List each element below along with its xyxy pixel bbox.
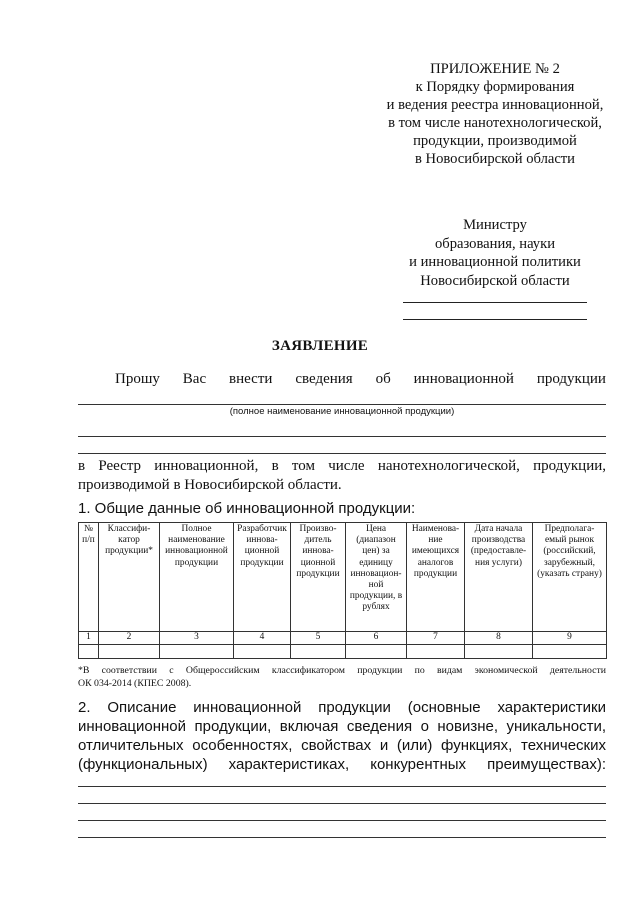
product-name-blank-line-2[interactable] [78, 436, 606, 437]
header-cell: Дата начала производства (предоставле-ния услуги) [465, 523, 533, 632]
table-cell[interactable] [465, 645, 533, 659]
column-number: 4 [234, 632, 291, 645]
addressee-block [392, 216, 598, 290]
footnote [78, 664, 606, 690]
appendix-line: продукции, производимой [413, 133, 577, 149]
table-cell[interactable] [79, 645, 99, 659]
table-cell[interactable] [160, 645, 234, 659]
appendix-line: к Порядку формирования [415, 79, 575, 95]
table-cell[interactable] [291, 645, 346, 659]
header-cell: Полное наименование инновационной продукции [160, 523, 234, 632]
section-2-line: инновационной продукции, включая сведения о новизне, уникальности, [78, 718, 606, 735]
description-blank-line-3[interactable] [78, 820, 606, 821]
applicant-blank-line-1[interactable] [403, 302, 587, 303]
registry-line: производимой в Новосибирской области. [78, 477, 342, 493]
addressee-line: и инновационной политики [409, 254, 581, 270]
footnote-line: *В соответствии с Общероссийским классификатором продукции по видам экономической деятельности [78, 665, 606, 676]
appendix-line: и ведения реестра инновационной, [386, 97, 604, 113]
registry-line: в Реестр инновационной, в том числе нанотехнологической, продукции, [78, 458, 606, 474]
request-word: Прошу [115, 371, 160, 387]
header-cell: Разработчик иннова-ционной продукции [234, 523, 291, 632]
request-line [78, 371, 606, 388]
section-2-line: отличительных особенностях, свойствах и (или) функциях, технических [78, 737, 606, 754]
addressee-line: Министру [463, 217, 527, 233]
header-cell: Предполага-емый рынок (российский, зарубежный, (указать страну) [533, 523, 607, 632]
request-word: инновационной [413, 371, 514, 387]
column-number: 8 [465, 632, 533, 645]
appendix-line: в Новосибирской области [414, 151, 575, 167]
column-number: 1 [79, 632, 99, 645]
section-2-paragraph [78, 698, 606, 774]
product-name-blank-line-1[interactable] [78, 404, 606, 405]
column-number: 9 [533, 632, 607, 645]
request-word: сведения [295, 371, 353, 387]
footnote-line: ОК 034-2014 (КПЕС 2008). [78, 678, 192, 689]
request-word: об [375, 371, 391, 387]
header-cell: Наименова-ние имеющихся аналогов продукции [407, 523, 465, 632]
section-2-line: 2. Описание инновационной продукции (основные характеристики [78, 699, 606, 716]
product-data-table [78, 522, 607, 659]
addressee-line: образования, науки [434, 235, 556, 252]
table-header-row [79, 523, 607, 632]
table-cell[interactable] [346, 645, 407, 659]
addressee-line: Новосибирской области [420, 272, 570, 289]
table-cell[interactable] [234, 645, 291, 659]
header-cell: Произво-дитель иннова-ционной продукции [291, 523, 346, 632]
request-word: внести [229, 371, 273, 387]
header-cell: Цена (диапазон цен) за единицу инновацион-ной продукции, в рублях [346, 523, 407, 632]
description-blank-line-1[interactable] [78, 786, 606, 787]
header-cell: № п/п [79, 523, 99, 632]
request-word: продукции [536, 371, 606, 387]
column-number: 7 [407, 632, 465, 645]
registry-paragraph [78, 457, 606, 495]
request-word: Вас [182, 371, 207, 387]
appendix-line: в том числе нанотехнологической, [388, 115, 602, 131]
appendix-line: ПРИЛОЖЕНИЕ № 2 [430, 61, 560, 77]
product-name-blank-line-3[interactable] [78, 453, 606, 454]
header-cell: Классифи-катор продукции* [99, 523, 160, 632]
applicant-blank-line-2[interactable] [403, 319, 587, 320]
column-number-row [79, 632, 607, 645]
product-name-caption: (полное наименование инновационной продукции) [229, 406, 455, 417]
table-cell[interactable] [99, 645, 160, 659]
column-number: 2 [99, 632, 160, 645]
column-number: 3 [160, 632, 234, 645]
table-cell[interactable] [407, 645, 465, 659]
table-cell[interactable] [533, 645, 607, 659]
column-number: 5 [291, 632, 346, 645]
appendix-header [372, 60, 618, 168]
description-blank-line-2[interactable] [78, 803, 606, 804]
description-blank-line-4[interactable] [78, 837, 606, 838]
column-number: 6 [346, 632, 407, 645]
section-2-line: (функциональных) характеристиках, конкурентных преимуществах): [78, 756, 606, 773]
document-title: ЗАЯВЛЕНИЕ [271, 338, 369, 354]
table-row [79, 645, 607, 659]
section-1-title: 1. Общие данные об инновационной продукции: [78, 500, 416, 517]
